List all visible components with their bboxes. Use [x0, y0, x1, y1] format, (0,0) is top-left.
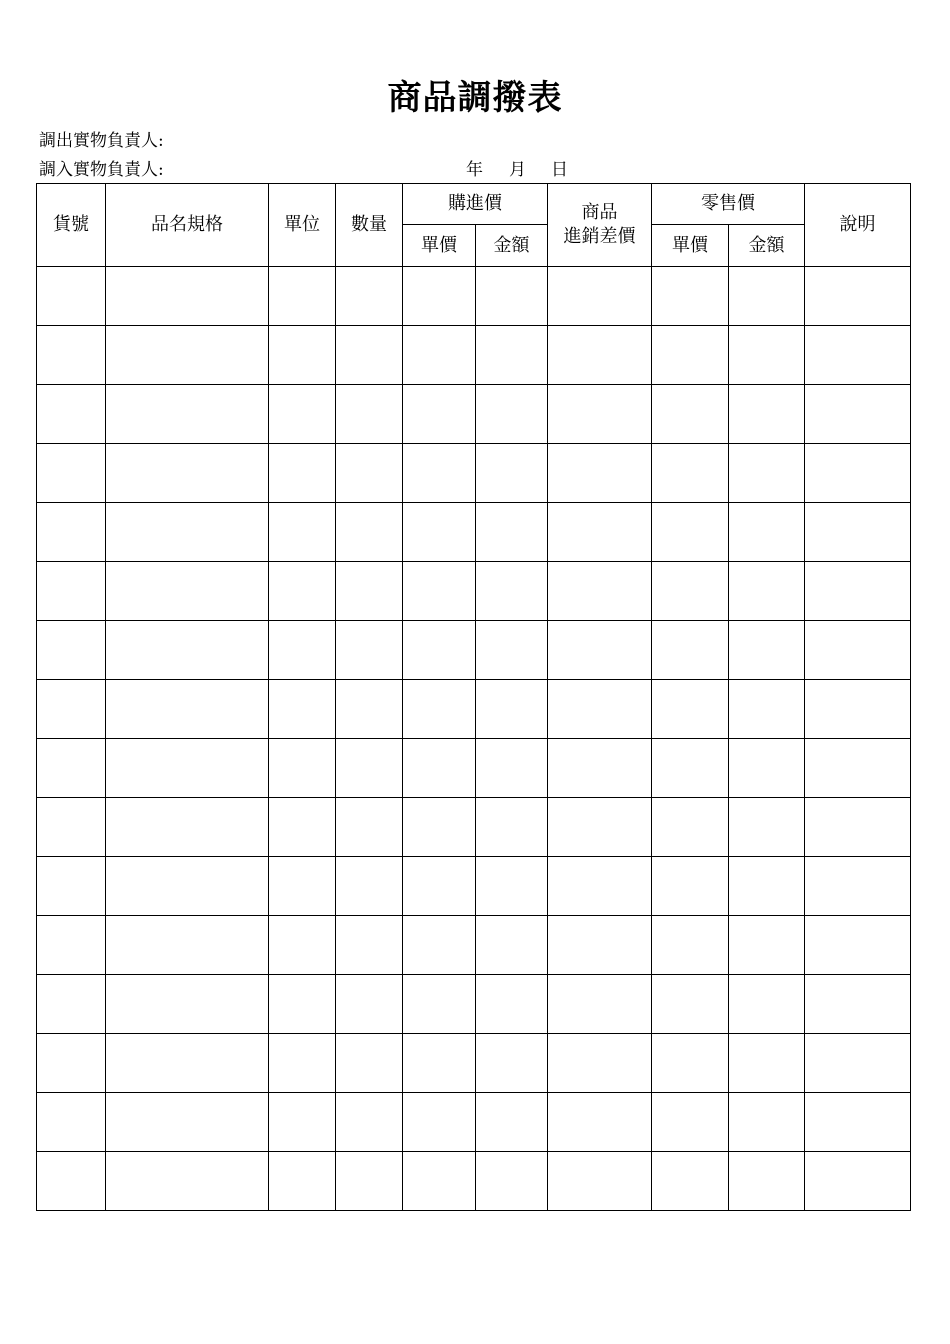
table-cell[interactable] — [403, 916, 476, 975]
table-cell[interactable] — [805, 680, 911, 739]
table-row — [37, 621, 911, 680]
header-purchase-amount: 金額 — [476, 225, 548, 267]
table-cell[interactable] — [336, 680, 403, 739]
header-quantity: 數量 — [336, 184, 403, 267]
table-cell[interactable] — [729, 385, 805, 444]
page-title: 商品調撥表 — [387, 78, 563, 118]
table-cell[interactable] — [476, 798, 548, 857]
table-cell[interactable] — [106, 385, 269, 444]
table-cell[interactable] — [269, 1152, 336, 1211]
table-cell[interactable] — [269, 326, 336, 385]
table-cell[interactable] — [652, 739, 729, 798]
transfer-in-label: 調入實物負責人: — [39, 160, 164, 180]
table-cell[interactable] — [37, 798, 106, 857]
table-cell[interactable] — [548, 680, 652, 739]
table-cell[interactable] — [548, 1093, 652, 1152]
table-cell[interactable] — [37, 267, 106, 326]
table-row — [37, 267, 911, 326]
header-retail-amount: 金額 — [729, 225, 805, 267]
table-cell[interactable] — [336, 975, 403, 1034]
table-cell[interactable] — [403, 1093, 476, 1152]
table-cell[interactable] — [106, 267, 269, 326]
header-name-spec: 品名規格 — [106, 184, 269, 267]
table-cell[interactable] — [652, 1093, 729, 1152]
table-cell[interactable] — [548, 739, 652, 798]
table-cell[interactable] — [336, 857, 403, 916]
header-retail-unit-price: 單價 — [652, 225, 729, 267]
table-cell[interactable] — [548, 798, 652, 857]
table-cell[interactable] — [336, 739, 403, 798]
table-cell[interactable] — [403, 798, 476, 857]
table-cell[interactable] — [403, 739, 476, 798]
table-cell[interactable] — [729, 1152, 805, 1211]
table-cell[interactable] — [805, 1034, 911, 1093]
table-cell[interactable] — [269, 975, 336, 1034]
table-cell[interactable] — [269, 739, 336, 798]
table-cell[interactable] — [37, 444, 106, 503]
table-cell[interactable] — [476, 267, 548, 326]
table-cell[interactable] — [476, 1034, 548, 1093]
table-cell[interactable] — [548, 267, 652, 326]
table-cell[interactable] — [548, 444, 652, 503]
header-purchase-unit-price: 單價 — [403, 225, 476, 267]
table-cell[interactable] — [476, 621, 548, 680]
table-cell[interactable] — [106, 326, 269, 385]
table-cell[interactable] — [269, 857, 336, 916]
table-cell[interactable] — [805, 1093, 911, 1152]
table-cell[interactable] — [548, 326, 652, 385]
table-cell[interactable] — [269, 562, 336, 621]
table-cell[interactable] — [805, 975, 911, 1034]
table-cell[interactable] — [652, 326, 729, 385]
table-cell[interactable] — [336, 326, 403, 385]
table-cell[interactable] — [106, 857, 269, 916]
table-cell[interactable] — [652, 1034, 729, 1093]
table-row — [37, 1152, 911, 1211]
table-cell[interactable] — [106, 975, 269, 1034]
table-cell[interactable] — [37, 916, 106, 975]
table-cell[interactable] — [269, 503, 336, 562]
table-cell[interactable] — [476, 503, 548, 562]
table-row — [37, 385, 911, 444]
table-cell[interactable] — [403, 326, 476, 385]
table-row — [37, 857, 911, 916]
table-cell[interactable] — [652, 621, 729, 680]
table-cell[interactable] — [805, 562, 911, 621]
transfer-table — [36, 183, 911, 1211]
table-cell[interactable] — [269, 798, 336, 857]
table-cell[interactable] — [729, 975, 805, 1034]
table-cell[interactable] — [37, 975, 106, 1034]
table-cell[interactable] — [106, 1093, 269, 1152]
table-cell[interactable] — [805, 916, 911, 975]
table-cell[interactable] — [805, 857, 911, 916]
table-cell[interactable] — [729, 916, 805, 975]
table-cell[interactable] — [476, 680, 548, 739]
table-cell[interactable] — [106, 680, 269, 739]
table-cell[interactable] — [37, 503, 106, 562]
table-cell[interactable] — [476, 916, 548, 975]
table-cell[interactable] — [403, 1034, 476, 1093]
header-margin — [548, 184, 652, 267]
table-row — [37, 916, 911, 975]
table-cell[interactable] — [403, 385, 476, 444]
header-remarks: 說明 — [805, 184, 911, 267]
table-cell[interactable] — [476, 975, 548, 1034]
table-cell[interactable] — [652, 267, 729, 326]
table-cell[interactable] — [269, 444, 336, 503]
table-cell[interactable] — [403, 503, 476, 562]
table-cell[interactable] — [37, 1034, 106, 1093]
table-cell[interactable] — [805, 621, 911, 680]
table-row — [37, 562, 911, 621]
table-cell[interactable] — [336, 503, 403, 562]
table-cell[interactable] — [476, 1152, 548, 1211]
table-cell[interactable] — [652, 503, 729, 562]
table-cell[interactable] — [548, 562, 652, 621]
table-cell[interactable] — [805, 503, 911, 562]
table-cell[interactable] — [805, 444, 911, 503]
date-year-label: 年 — [466, 160, 483, 180]
transfer-out-label: 調出實物負責人: — [39, 131, 164, 151]
table-cell[interactable] — [336, 621, 403, 680]
table-row — [37, 739, 911, 798]
table-cell[interactable] — [37, 1152, 106, 1211]
table-cell[interactable] — [269, 680, 336, 739]
table-cell[interactable] — [403, 680, 476, 739]
table-cell[interactable] — [729, 680, 805, 739]
table-cell[interactable] — [548, 1034, 652, 1093]
date-month-label: 月 — [509, 160, 526, 180]
table-cell[interactable] — [805, 385, 911, 444]
table-cell[interactable] — [269, 621, 336, 680]
table-cell[interactable] — [37, 680, 106, 739]
table-cell[interactable] — [336, 562, 403, 621]
table-cell[interactable] — [729, 798, 805, 857]
table-cell[interactable] — [805, 326, 911, 385]
table-cell[interactable] — [269, 916, 336, 975]
table-cell[interactable] — [476, 1093, 548, 1152]
table-cell[interactable] — [37, 1093, 106, 1152]
header-purchase-price: 購進價 — [403, 184, 548, 225]
table-cell[interactable] — [403, 444, 476, 503]
header-row-1 — [37, 184, 911, 225]
table-cell[interactable] — [269, 267, 336, 326]
table-cell[interactable] — [805, 798, 911, 857]
table-cell[interactable] — [805, 1152, 911, 1211]
header-margin-line1: 商品 — [581, 202, 618, 223]
table-cell[interactable] — [548, 975, 652, 1034]
table-cell[interactable] — [403, 857, 476, 916]
table-row — [37, 680, 911, 739]
table-cell[interactable] — [729, 739, 805, 798]
header-margin-line2: 進銷差價 — [563, 226, 636, 247]
table-row — [37, 798, 911, 857]
table-cell[interactable] — [729, 857, 805, 916]
table-cell[interactable] — [403, 621, 476, 680]
table-cell[interactable] — [37, 739, 106, 798]
table-cell[interactable] — [106, 916, 269, 975]
table-cell[interactable] — [652, 916, 729, 975]
table-cell[interactable] — [336, 267, 403, 326]
table-cell[interactable] — [476, 739, 548, 798]
table-cell[interactable] — [106, 621, 269, 680]
table-cell[interactable] — [269, 385, 336, 444]
table-cell[interactable] — [336, 444, 403, 503]
table-cell[interactable] — [476, 326, 548, 385]
table-cell[interactable] — [37, 621, 106, 680]
table-cell[interactable] — [548, 1152, 652, 1211]
table-cell[interactable] — [548, 857, 652, 916]
table-cell[interactable] — [729, 326, 805, 385]
table-cell[interactable] — [652, 975, 729, 1034]
table-cell[interactable] — [106, 562, 269, 621]
table-cell[interactable] — [729, 444, 805, 503]
table-cell[interactable] — [336, 1152, 403, 1211]
table-row — [37, 1093, 911, 1152]
table-cell[interactable] — [336, 1093, 403, 1152]
table-cell[interactable] — [652, 444, 729, 503]
table-cell[interactable] — [548, 621, 652, 680]
header-item-no: 貨號 — [37, 184, 106, 267]
table-cell[interactable] — [548, 503, 652, 562]
table-cell[interactable] — [106, 739, 269, 798]
table-cell[interactable] — [729, 1093, 805, 1152]
table-cell[interactable] — [652, 857, 729, 916]
table-cell[interactable] — [652, 1152, 729, 1211]
table-cell[interactable] — [729, 562, 805, 621]
table-cell[interactable] — [336, 798, 403, 857]
table-row — [37, 444, 911, 503]
table-cell[interactable] — [336, 385, 403, 444]
table-cell[interactable] — [403, 267, 476, 326]
table-cell[interactable] — [106, 503, 269, 562]
table-body — [37, 267, 911, 1211]
table-cell[interactable] — [403, 1152, 476, 1211]
table-row — [37, 975, 911, 1034]
table-cell[interactable] — [652, 562, 729, 621]
table-cell[interactable] — [652, 798, 729, 857]
table-cell[interactable] — [37, 857, 106, 916]
table-cell[interactable] — [106, 444, 269, 503]
table-cell[interactable] — [652, 385, 729, 444]
table-cell[interactable] — [729, 621, 805, 680]
header-retail-price: 零售價 — [652, 184, 805, 225]
table-cell[interactable] — [548, 916, 652, 975]
date-day-label: 日 — [551, 160, 568, 180]
table-cell[interactable] — [336, 1034, 403, 1093]
table-row — [37, 1034, 911, 1093]
table-cell[interactable] — [106, 798, 269, 857]
table-cell[interactable] — [805, 267, 911, 326]
table-cell[interactable] — [652, 680, 729, 739]
table-cell[interactable] — [269, 1034, 336, 1093]
table-cell[interactable] — [476, 444, 548, 503]
table-cell[interactable] — [548, 385, 652, 444]
table-cell[interactable] — [729, 1034, 805, 1093]
table-cell[interactable] — [106, 1152, 269, 1211]
table-cell[interactable] — [403, 975, 476, 1034]
table-cell[interactable] — [336, 916, 403, 975]
table-cell[interactable] — [37, 326, 106, 385]
table-cell[interactable] — [106, 1034, 269, 1093]
table-cell[interactable] — [476, 857, 548, 916]
table-cell[interactable] — [805, 739, 911, 798]
table-cell[interactable] — [37, 562, 106, 621]
table-row — [37, 326, 911, 385]
table-cell[interactable] — [37, 385, 106, 444]
header-unit: 單位 — [269, 184, 336, 267]
table-row — [37, 503, 911, 562]
table-cell[interactable] — [476, 385, 548, 444]
table-cell[interactable] — [729, 267, 805, 326]
table-cell[interactable] — [269, 1093, 336, 1152]
table-cell[interactable] — [403, 562, 476, 621]
table-cell[interactable] — [729, 503, 805, 562]
table-cell[interactable] — [476, 562, 548, 621]
